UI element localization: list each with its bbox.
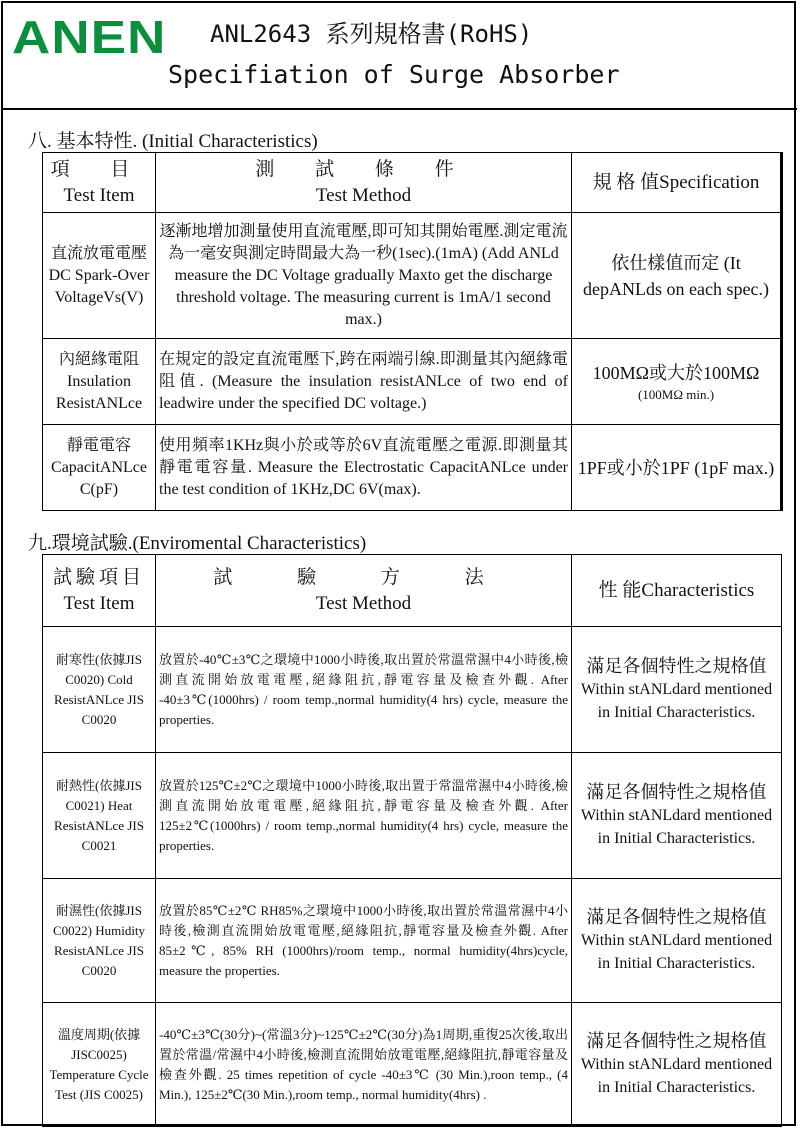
test-method-cell: 使用頻率1KHz與小於或等於6V直流電壓之電源.即測量其靜電電容量. Measure the Electrostatic CapacitANLce under the test condition of 1KHz,DC 6V(max).	[156, 425, 572, 511]
test-method-cell: 放置於85℃±2℃ RH85%之環境中1000小時後,取出置於常溫常濕中4小時後,檢測直流開始放電電壓,絕緣阻抗,靜電容量及檢查外觀. After 85±2℃, 85% RH (1000hrs)/room temp., normal humidity(4hrs)cycle, measure the properties.	[156, 879, 572, 1003]
header-test-item: 項 目 Test Item	[43, 153, 156, 213]
test-method-cell: -40℃±3℃(30分)~(常溫3分)~125℃±2℃(30分)為1周期,重復25次後,取出置於常溫/常濕中4小時後,檢測直流開始放電電壓,絕緣阻抗,靜電容量及檢查外觀. 25 times repetition of cycle -40±3℃ (30 Min.),roon temp., (4 Min.), 125±2℃(30 Min.),room temp., normal humidity(4hrs) .	[156, 1003, 572, 1127]
table-row	[43, 753, 782, 879]
document-title: ANL2643 系列規格書(RoHS)	[210, 20, 533, 48]
specification-cell: 100MΩ或大於100MΩ (100MΩ min.)	[572, 339, 782, 425]
test-item-cell: 耐濕性(依據JIS C0022) Humidity ResistANLce JIS C0020	[43, 879, 156, 1003]
table-row	[43, 627, 782, 753]
test-method-cell: 在規定的設定直流電壓下,跨在兩端引線.即測量其內絕緣電阻值. (Measure the insulation resistANLce of two end of leadwire under the specified DC voltage.)	[156, 339, 572, 425]
table-row	[43, 339, 782, 425]
initial-characteristics-table	[42, 152, 783, 511]
specification-cell: 1PF或小於1PF (1pF max.)	[572, 425, 782, 511]
characteristics-cell: 滿足各個特性之規格值 Within stANLdard mentioned in Initial Characteristics.	[572, 627, 782, 753]
test-item-cell: 內絕緣電阻 Insulation ResistANLce	[43, 339, 156, 425]
header-divider	[1, 108, 797, 110]
characteristics-cell: 滿足各個特性之規格值 Within stANLdard mentioned in Initial Characteristics.	[572, 879, 782, 1003]
test-item-cell: 直流放電電壓DC Spark-Over VoltageVs(V)	[43, 213, 156, 339]
test-item-cell: 耐寒性(依據JIS C0020) Cold ResistANLce JIS C0020	[43, 627, 156, 753]
test-item-cell: 靜電電容 CapacitANLce C(pF)	[43, 425, 156, 511]
header-characteristics: 性 能Characteristics	[572, 555, 782, 627]
header-test-method: 試 驗 方 法 Test Method	[156, 555, 572, 627]
characteristics-cell: 滿足各個特性之規格值 Within stANLdard mentioned in Initial Characteristics.	[572, 1003, 782, 1127]
header-specification: 規 格 值Specification	[572, 153, 782, 213]
anen-logo: ANEN	[12, 11, 167, 63]
table-header-row	[43, 555, 782, 627]
table-header-row	[43, 153, 782, 213]
test-method-cell: 放置於125℃±2℃之環境中1000小時後,取出置于常溫常濕中4小時後,檢測直流開始放電電壓,絕緣阻抗,靜電容量及檢查外觀. After 125±2℃(1000hrs) / room temp.,normal humidity(4 hrs) cycle, measure the properties.	[156, 753, 572, 879]
table-row	[43, 213, 782, 339]
table-row	[43, 879, 782, 1003]
table-row	[43, 1003, 782, 1127]
table-row	[43, 425, 782, 511]
section-initial-characteristics-title: 八. 基本特性. (Initial Characteristics)	[28, 131, 318, 152]
section-environmental-characteristics-title: 九.環境試驗.(Enviromental Characteristics)	[28, 533, 367, 554]
environmental-characteristics-table	[42, 554, 782, 1127]
test-item-cell: 耐熱性(依據JIS C0021) Heat ResistANLce JIS C0021	[43, 753, 156, 879]
characteristics-cell: 滿足各個特性之規格值 Within stANLdard mentioned in Initial Characteristics.	[572, 753, 782, 879]
specification-cell: 依仕樣值而定 (It depANLds on each spec.)	[572, 213, 782, 339]
test-item-cell: 溫度周期(依據JISC0025) Temperature Cycle Test (JIS C0025)	[43, 1003, 156, 1127]
header-test-method: 測 試 條 件 Test Method	[156, 153, 572, 213]
test-method-cell: 放置於-40℃±3℃之環境中1000小時後,取出置於常溫常濕中4小時後,檢測直流開始放電電壓,絕緣阻抗,靜電容量及檢查外觀. After -40±3℃(1000hrs) / room temp.,normal humidity(4 hrs) cycle, measure the properties.	[156, 627, 572, 753]
document-subtitle: Specifiation of Surge Absorber	[168, 60, 620, 89]
header-test-item: 試驗項目 Test Item	[43, 555, 156, 627]
test-method-cell: 逐漸地增加測量使用直流電壓,即可知其開始電壓.測定電流為一毫安與測定時間最大為一秒(1sec).(1mA) (Add ANLd measure the DC Voltage gradually Maxto get the discharge threshold voltage. The measuring current is 1mA/1 second max.)	[156, 213, 572, 339]
